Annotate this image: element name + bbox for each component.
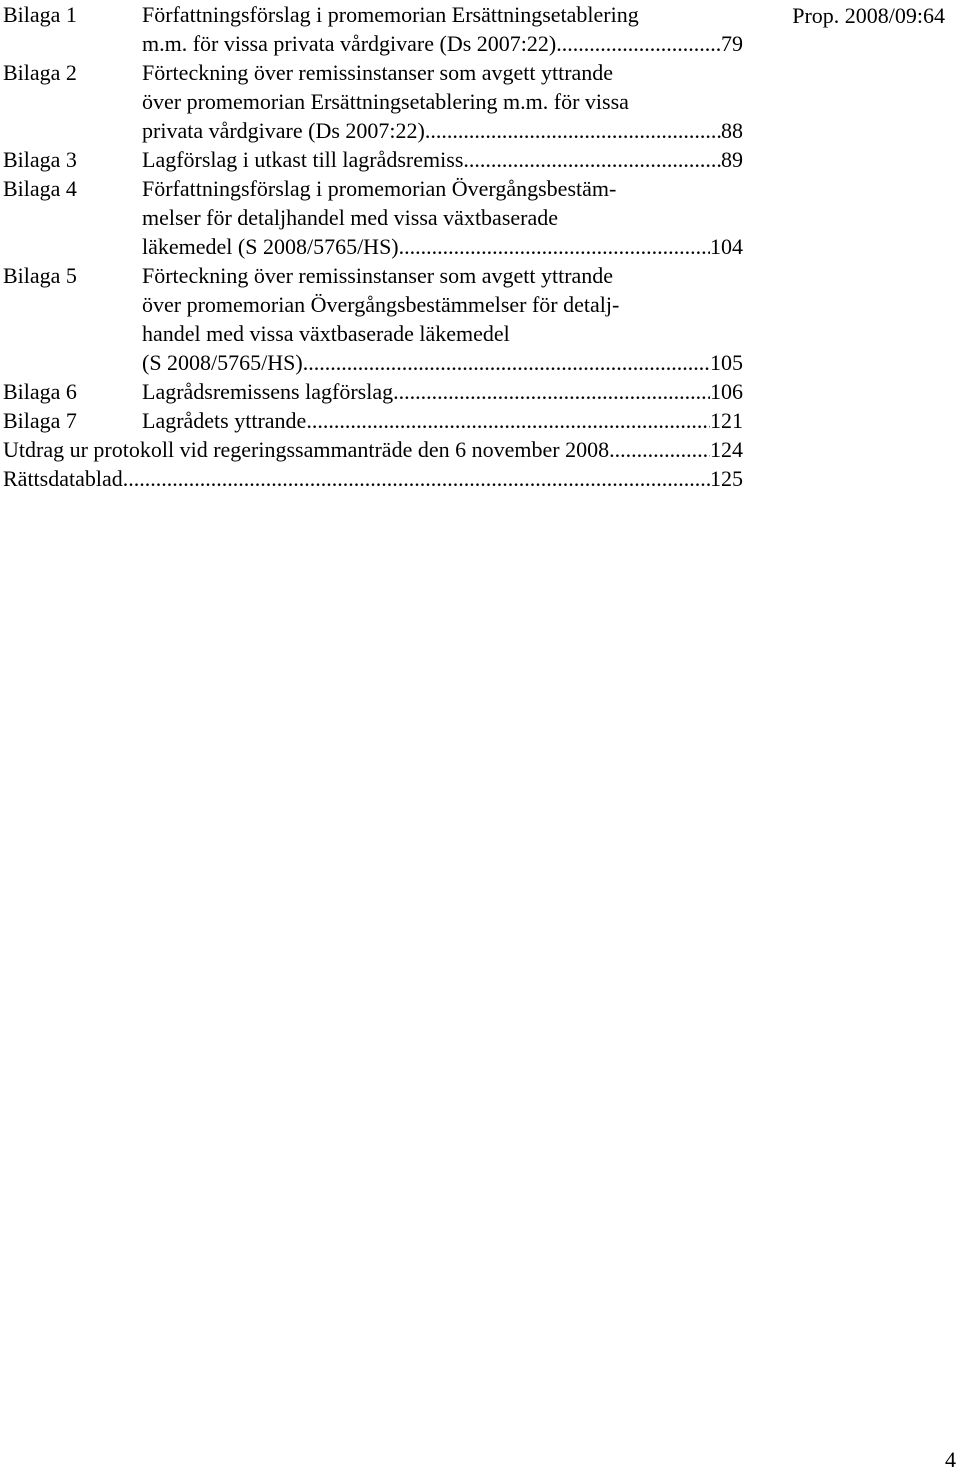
toc-entry-line: över promemorian Övergångsbestämmelser för detalj- bbox=[142, 292, 620, 317]
toc-entry-line: Lagrådets yttrande bbox=[142, 408, 307, 433]
toc-entry-line: m.m. för vissa privata vårdgivare (Ds 2007:22) bbox=[142, 31, 557, 56]
toc-page-number: 79 bbox=[721, 31, 743, 56]
toc-entry-bilaga-5[interactable] bbox=[3, 261, 743, 377]
dot-leader bbox=[399, 232, 710, 261]
toc-entry-line: Lagförslag i utkast till lagrådsremiss bbox=[142, 147, 464, 172]
toc-entry-bilaga-3[interactable] bbox=[3, 145, 743, 174]
dot-leader bbox=[393, 377, 710, 406]
toc-entry-label: Bilaga 7 bbox=[3, 408, 77, 433]
toc-entry-body bbox=[142, 174, 743, 261]
toc-entry-line: Författningsförslag i promemorian Övergångsbestäm- bbox=[142, 176, 617, 201]
toc-entry-last-line bbox=[142, 29, 743, 58]
toc-entry-bilaga-6[interactable] bbox=[3, 377, 743, 406]
dot-leader bbox=[556, 29, 721, 58]
toc-entry-last-line bbox=[142, 348, 743, 377]
toc-entry-bilaga-7[interactable] bbox=[3, 406, 743, 435]
toc-entry-text: Rättsdatablad bbox=[3, 466, 123, 491]
dot-leader bbox=[123, 464, 710, 493]
toc-entry-rattsdatablad[interactable] bbox=[3, 464, 743, 493]
toc-entry-bilaga-1[interactable] bbox=[3, 0, 743, 58]
toc-entry-line: Förteckning över remissinstanser som avgett yttrande bbox=[142, 263, 614, 288]
toc-page-number: 124 bbox=[710, 437, 743, 462]
toc-entry-text: Utdrag ur protokoll vid regeringssammanträde den 6 november 2008 bbox=[3, 437, 610, 462]
toc-entry-body bbox=[142, 406, 743, 435]
toc-entry-bilaga-2[interactable] bbox=[3, 58, 743, 145]
dot-leader bbox=[306, 406, 710, 435]
toc-entry-line: Förteckning över remissinstanser som avgett yttrande bbox=[142, 60, 614, 85]
dot-leader bbox=[303, 348, 710, 377]
toc-entry-label: Bilaga 1 bbox=[3, 2, 77, 27]
toc-entry-last-line bbox=[142, 145, 743, 174]
toc-entry-line: över promemorian Ersättningsetablering m.m. för vissa bbox=[142, 89, 629, 114]
toc-entry-label: Bilaga 3 bbox=[3, 147, 77, 172]
dot-leader bbox=[609, 435, 710, 464]
toc-page-number: 89 bbox=[721, 147, 743, 172]
toc-page-number: 121 bbox=[710, 408, 743, 433]
toc-entry-line: läkemedel (S 2008/5765/HS) bbox=[142, 234, 399, 259]
toc-page-number: 105 bbox=[710, 350, 743, 375]
document-reference: Prop. 2008/09:64 bbox=[792, 3, 945, 28]
toc-entry-line: handel med vissa växtbaserade läkemedel bbox=[142, 321, 510, 346]
toc-entry-bilaga-4[interactable] bbox=[3, 174, 743, 261]
table-of-contents bbox=[3, 0, 743, 493]
toc-entry-line: (S 2008/5765/HS) bbox=[142, 350, 303, 375]
toc-entry-label: Bilaga 6 bbox=[3, 379, 77, 404]
toc-page-number: 104 bbox=[710, 234, 743, 259]
dot-leader bbox=[463, 145, 721, 174]
toc-entry-label: Bilaga 4 bbox=[3, 176, 77, 201]
toc-entry-last-line bbox=[142, 406, 743, 435]
toc-page-number: 88 bbox=[721, 118, 743, 143]
toc-entry-line: Lagrådsremissens lagförslag bbox=[142, 379, 394, 404]
toc-entry-body bbox=[142, 0, 743, 58]
page-number: 4 bbox=[945, 1447, 956, 1472]
toc-entry-last-line bbox=[142, 116, 743, 145]
toc-entry-body bbox=[142, 377, 743, 406]
toc-entry-label: Bilaga 5 bbox=[3, 263, 77, 288]
toc-entry-protokoll[interactable] bbox=[3, 435, 743, 464]
toc-entry-label: Bilaga 2 bbox=[3, 60, 77, 85]
toc-entry-line: privata vårdgivare (Ds 2007:22) bbox=[142, 118, 425, 143]
toc-entry-body bbox=[142, 58, 743, 145]
toc-entry-body bbox=[142, 145, 743, 174]
toc-page-number: 125 bbox=[710, 466, 743, 491]
toc-entry-line: Författningsförslag i promemorian Ersättningsetablering bbox=[142, 2, 639, 27]
dot-leader bbox=[425, 116, 721, 145]
toc-entry-line: melser för detaljhandel med vissa växtbaserade bbox=[142, 205, 559, 230]
toc-entry-body bbox=[142, 261, 743, 377]
toc-page-number: 106 bbox=[710, 379, 743, 404]
toc-entry-last-line bbox=[142, 232, 743, 261]
toc-entry-last-line bbox=[142, 377, 743, 406]
